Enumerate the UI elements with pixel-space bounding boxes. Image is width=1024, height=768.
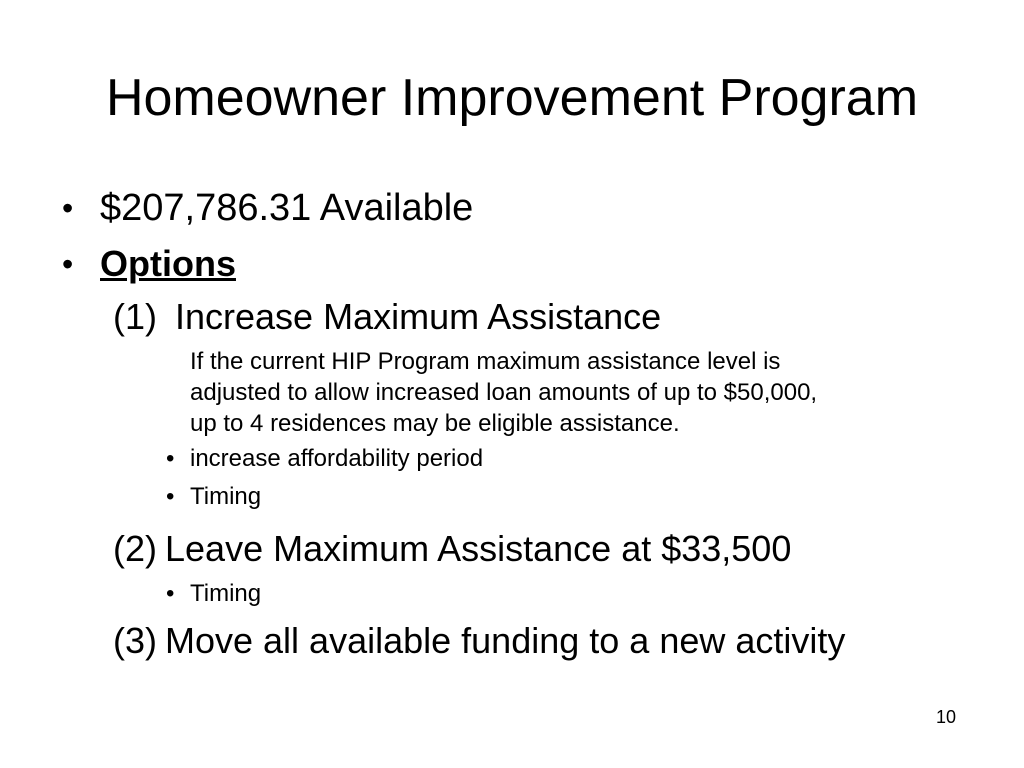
option-1-description: [190, 346, 950, 439]
slide-title: Homeowner Improvement Program: [105, 69, 919, 127]
sub-bullet-text: increase affordability period: [190, 445, 484, 472]
bullet-marker: •: [62, 190, 74, 226]
option-number: (2): [113, 528, 157, 569]
option-number: (1): [113, 296, 157, 337]
sub-bullet-marker: •: [166, 580, 175, 607]
bullet-text: $207,786.31 Available: [100, 187, 474, 229]
option-text: Move all available funding to a new activity: [165, 620, 846, 661]
description-line: adjusted to allow increased loan amounts of up to $50,000,: [190, 379, 818, 406]
sub-bullet-marker: •: [166, 445, 175, 472]
description-line: If the current HIP Program maximum assistance level is: [190, 348, 781, 375]
options-heading: Options: [100, 243, 236, 284]
sub-bullet-marker: •: [166, 483, 175, 510]
page-number: 10: [936, 707, 957, 727]
option-text: Leave Maximum Assistance at $33,500: [165, 528, 792, 569]
sub-bullet-text: Timing: [190, 580, 262, 607]
description-line: up to 4 residences may be eligible assistance.: [190, 410, 680, 437]
bullet-marker: •: [62, 246, 74, 282]
sub-bullet-text: Timing: [190, 483, 262, 510]
option-number: (3): [113, 620, 157, 661]
option-text: Increase Maximum Assistance: [175, 296, 662, 337]
